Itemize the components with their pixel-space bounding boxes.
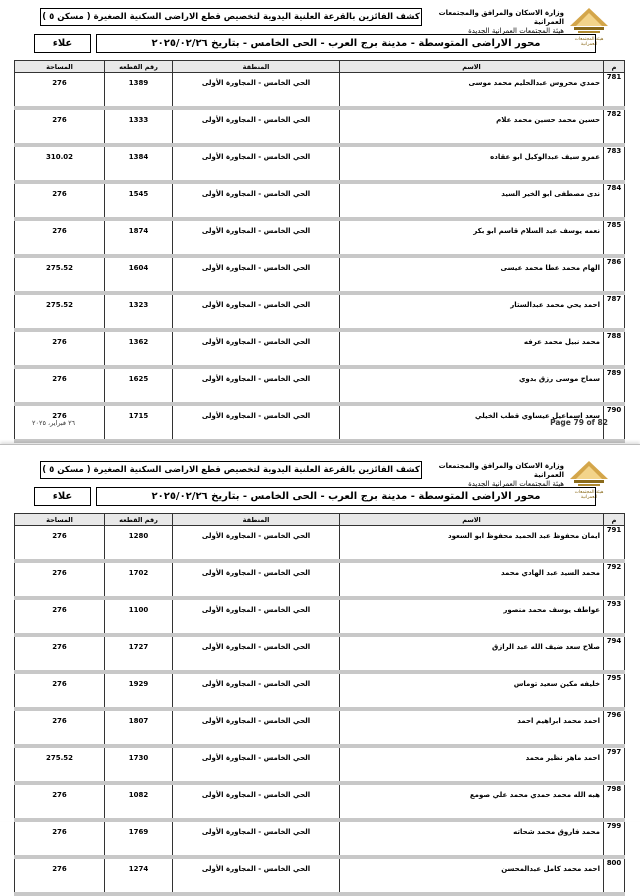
cell-plot: 1362 <box>105 330 173 367</box>
cell-size: 276 <box>15 783 105 820</box>
cell-num: 799 <box>604 820 625 857</box>
cell-area: الحي الخامس - المجاورة الأولى <box>173 526 340 562</box>
table-row <box>15 746 625 783</box>
table-header-row <box>15 61 625 73</box>
cell-plot: 1274 <box>105 857 173 894</box>
cell-plot: 1333 <box>105 108 173 145</box>
col-header-plot: رقم القطعه <box>105 514 173 526</box>
cell-area: الحي الخامس - المجاورة الأولى <box>173 293 340 330</box>
cell-size: 276 <box>15 561 105 598</box>
side-label: علاء <box>34 487 91 506</box>
cell-size: 276 <box>15 598 105 635</box>
cell-plot: 1604 <box>105 256 173 293</box>
cell-name: حمدي محروس عبدالحليم محمد موسى <box>340 73 604 109</box>
cell-plot: 1730 <box>105 746 173 783</box>
cell-area: الحي الخامس - المجاورة الأولى <box>173 219 340 256</box>
cell-name: صلاح سعد ضيف الله عبد الرازق <box>340 635 604 672</box>
subtitle-row <box>34 487 596 504</box>
col-header-size: المساحة <box>15 61 105 73</box>
cell-name: محمد السيد عبد الهادي محمد <box>340 561 604 598</box>
col-header-area: المنطقة <box>173 61 340 73</box>
cell-size: 276 <box>15 672 105 709</box>
cell-area: الحي الخامس - المجاورة الأولى <box>173 561 340 598</box>
cell-size: 276 <box>15 219 105 256</box>
cell-size: 276 <box>15 73 105 109</box>
cell-area: الحي الخامس - المجاورة الأولى <box>173 404 340 441</box>
cell-name: احمد ماهر نظير محمد <box>340 746 604 783</box>
cell-area: الحي الخامس - المجاورة الأولى <box>173 182 340 219</box>
cell-num: 787 <box>604 293 625 330</box>
cell-size: 275.52 <box>15 256 105 293</box>
cell-name: احمد محمد كامل عبدالمحسن <box>340 857 604 894</box>
cell-area: الحي الخامس - المجاورة الأولى <box>173 820 340 857</box>
cell-name: ندى مصطفى ابو الخير السيد <box>340 182 604 219</box>
cell-plot: 1389 <box>105 73 173 109</box>
ministry-line-1: وزارة الاسكان والمرافق والمجتمعات العمرانية <box>438 462 564 479</box>
cell-name: ايمان محفوظ عبد الحميد محفوظ ابو السعود <box>340 526 604 562</box>
ministry-line-2: هيئة المجتمعات العمرانية الجديدة <box>468 27 564 35</box>
cell-name: احمد محمد ابراهيم احمد <box>340 709 604 746</box>
cell-plot: 1929 <box>105 672 173 709</box>
cell-num: 795 <box>604 672 625 709</box>
cell-plot: 1082 <box>105 783 173 820</box>
cell-size: 276 <box>15 820 105 857</box>
cell-name: حسين محمد حسين محمد علام <box>340 108 604 145</box>
table-row <box>15 367 625 404</box>
cell-plot: 1280 <box>105 526 173 562</box>
cell-num: 789 <box>604 367 625 404</box>
cell-area: الحي الخامس - المجاورة الأولى <box>173 330 340 367</box>
cell-area: الحي الخامس - المجاورة الأولى <box>173 73 340 109</box>
table-row <box>15 219 625 256</box>
cell-size: 276 <box>15 367 105 404</box>
cell-plot: 1625 <box>105 367 173 404</box>
subtitle-row <box>34 34 596 51</box>
col-header-plot: رقم القطعه <box>105 61 173 73</box>
table-row <box>15 672 625 709</box>
col-header-size: المساحة <box>15 514 105 526</box>
winners-table-page-1 <box>14 60 625 443</box>
winners-table-page-2 <box>14 513 625 896</box>
cell-name: نعمه يوسف عبد السلام قاسم ابو بكر <box>340 219 604 256</box>
cell-plot: 1100 <box>105 598 173 635</box>
cell-num: 798 <box>604 783 625 820</box>
col-header-num: م <box>604 514 625 526</box>
col-header-num: م <box>604 61 625 73</box>
footer-page-number: Page 79 of 82 <box>550 418 608 427</box>
cell-num: 785 <box>604 219 625 256</box>
table-row <box>15 182 625 219</box>
cell-area: الحي الخامس - المجاورة الأولى <box>173 672 340 709</box>
cell-size: 310.02 <box>15 145 105 182</box>
cell-area: الحي الخامس - المجاورة الأولى <box>173 256 340 293</box>
cell-plot: 1769 <box>105 820 173 857</box>
cell-num: 794 <box>604 635 625 672</box>
table-row <box>15 561 625 598</box>
table-row <box>15 709 625 746</box>
table-row <box>15 820 625 857</box>
cell-size: 275.52 <box>15 293 105 330</box>
logo-caption: هيئة المجتمعات العمرانية <box>574 490 604 500</box>
table-row <box>15 108 625 145</box>
cell-plot: 1874 <box>105 219 173 256</box>
cell-plot: 1323 <box>105 293 173 330</box>
table-row <box>15 783 625 820</box>
table-row <box>15 857 625 894</box>
document-title: كشف الفائزين بالقرعة العلنية اليدوية لتخصيص قطع الاراضى السكنية الصغيرة ( مسكن ٥ ) <box>40 461 422 479</box>
cell-num: 788 <box>604 330 625 367</box>
cell-size: 276 <box>15 108 105 145</box>
cell-num: 791 <box>604 526 625 562</box>
table-row <box>15 598 625 635</box>
table-header-row <box>15 514 625 526</box>
cell-area: الحي الخامس - المجاورة الأولى <box>173 108 340 145</box>
cell-name: هبه الله محمد حمدي محمد علي صومع <box>340 783 604 820</box>
subtitle: محور الاراضى المتوسطة - مدينة برج العرب - الحى الخامس - بتاريخ ٢٠٢٥/٠٢/٢٦ <box>96 34 596 53</box>
cell-name: عمرو سيف عبدالوكيل ابو عقاده <box>340 145 604 182</box>
cell-area: الحي الخامس - المجاورة الأولى <box>173 857 340 894</box>
cell-size: 276 <box>15 330 105 367</box>
cell-num: 796 <box>604 709 625 746</box>
cell-size: 276 <box>15 635 105 672</box>
cell-area: الحي الخامس - المجاورة الأولى <box>173 367 340 404</box>
logo-caption: هيئة المجتمعات العمرانية <box>574 37 604 47</box>
subtitle: محور الاراضى المتوسطة - مدينة برج العرب - الحى الخامس - بتاريخ ٢٠٢٥/٠٢/٢٦ <box>96 487 596 506</box>
cell-area: الحي الخامس - المجاورة الأولى <box>173 145 340 182</box>
cell-name: محمد فاروق محمد شحاته <box>340 820 604 857</box>
cell-num: 797 <box>604 746 625 783</box>
cell-name: محمد نبيل محمد عرفه <box>340 330 604 367</box>
cell-name: سعد اسماعيل عيساوي قطب الخيلي <box>340 404 604 441</box>
ministry-block <box>414 462 564 489</box>
cell-num: 784 <box>604 182 625 219</box>
cell-num: 800 <box>604 857 625 894</box>
cell-num: 793 <box>604 598 625 635</box>
footer-date: ٢٦ فبراير، ٢٠٢٥ <box>32 419 76 427</box>
cell-num: 786 <box>604 256 625 293</box>
ministry-block <box>414 9 564 36</box>
cell-name: عواطف يوسف محمد منصور <box>340 598 604 635</box>
col-header-area: المنطقة <box>173 514 340 526</box>
table-row <box>15 330 625 367</box>
cell-size: 276 <box>15 526 105 562</box>
cell-num: 783 <box>604 145 625 182</box>
document-title: كشف الفائزين بالقرعة العلنية اليدوية لتخصيص قطع الاراضى السكنية الصغيرة ( مسكن ٥ ) <box>40 8 422 26</box>
cell-num: 792 <box>604 561 625 598</box>
side-label: علاء <box>34 34 91 53</box>
cell-size: 276 <box>15 709 105 746</box>
cell-area: الحي الخامس - المجاورة الأولى <box>173 783 340 820</box>
cell-num: 781 <box>604 73 625 109</box>
document-page-2 <box>0 444 640 873</box>
cell-size: 276 <box>15 404 105 441</box>
table-row <box>15 145 625 182</box>
cell-size: 276 <box>15 857 105 894</box>
table-row <box>15 73 625 109</box>
cell-area: الحي الخامس - المجاورة الأولى <box>173 598 340 635</box>
cell-name: احمد يحي محمد عبدالستار <box>340 293 604 330</box>
cell-area: الحي الخامس - المجاورة الأولى <box>173 709 340 746</box>
cell-name: الهام محمد عطا محمد عيسى <box>340 256 604 293</box>
cell-area: الحي الخامس - المجاورة الأولى <box>173 635 340 672</box>
cell-name: خليفه مكين سعيد توماس <box>340 672 604 709</box>
cell-plot: 1702 <box>105 561 173 598</box>
cell-plot: 1807 <box>105 709 173 746</box>
document-page-1 <box>0 0 640 432</box>
cell-plot: 1384 <box>105 145 173 182</box>
table-row <box>15 293 625 330</box>
cell-num: 790 <box>604 404 625 441</box>
table-row <box>15 526 625 562</box>
cell-name: سماح موسى رزق بدوي <box>340 367 604 404</box>
cell-plot: 1715 <box>105 404 173 441</box>
ministry-line-1: وزارة الاسكان والمرافق والمجتمعات العمرانية <box>438 9 564 26</box>
cell-plot: 1727 <box>105 635 173 672</box>
table-row <box>15 404 625 441</box>
table-row <box>15 635 625 672</box>
cell-area: الحي الخامس - المجاورة الأولى <box>173 746 340 783</box>
ministry-line-2: هيئة المجتمعات العمرانية الجديدة <box>468 480 564 488</box>
col-header-name: الاسم <box>340 514 604 526</box>
col-header-name: الاسم <box>340 61 604 73</box>
table-row <box>15 256 625 293</box>
cell-num: 782 <box>604 108 625 145</box>
cell-size: 276 <box>15 182 105 219</box>
cell-size: 275.52 <box>15 746 105 783</box>
cell-plot: 1545 <box>105 182 173 219</box>
